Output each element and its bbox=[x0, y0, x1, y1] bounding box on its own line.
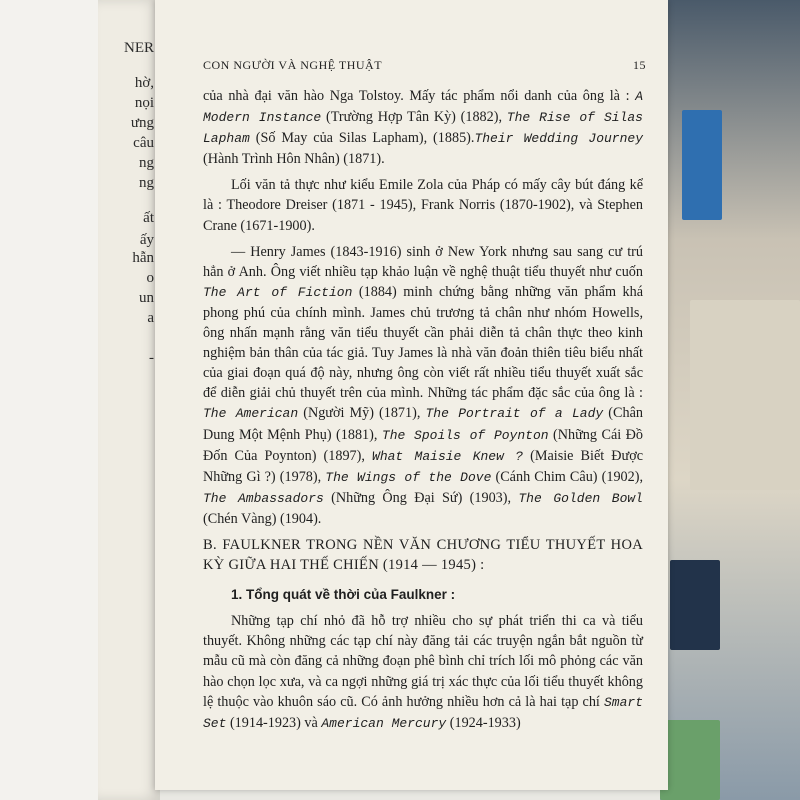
running-title: CON NGƯỜI VÀ NGHỆ THUẬT bbox=[203, 58, 383, 72]
text-run: Những tạp chí nhỏ đã hỗ trợ nhiều cho sự phát triển thi ca và tiểu thuyết. Không những các tạp chí này đăng tải các truyện ngắn bắt nguồn từ mẫu cũ mà còn đăng cả những đoạn phê bình chỉ trích lối mô phỏng các văn hào chọn lọc xưa, và ca ngợi những giá trị xác thực của lối tiểu thuyết không lệ thuộc vào khuôn sáo cũ. Có ảnh hưởng nhiều hơn cả là hai tạp chí bbox=[203, 613, 643, 710]
book-title: The American bbox=[203, 406, 299, 422]
page-header bbox=[203, 58, 646, 73]
left-fragment: ất bbox=[143, 210, 154, 226]
left-fragment: un bbox=[139, 290, 154, 306]
text-run: (1914-1923) và bbox=[226, 714, 322, 731]
background-books bbox=[660, 0, 800, 800]
left-fragment: o bbox=[146, 270, 154, 286]
text-run: (Người Mỹ) (1871), bbox=[298, 405, 426, 422]
book-title: The Portrait of a Lady bbox=[425, 406, 604, 422]
left-fragment: ưng bbox=[130, 115, 154, 131]
paragraph bbox=[203, 611, 643, 734]
paragraph bbox=[203, 242, 643, 529]
text-run: (1884) minh chứng bằng những văn phẩm khá phong phú của chính mình. James chủ trương tả chân như nhóm Howells, ông nhấn mạnh rằng văn tiểu thuyết cần phải diễn tả chân thực theo kinh nghiệm bản thân của tác giả. Tuy James là nhà văn đoản thiên tiêu biểu nhất của giai đoạn quá độ này, nhưng ông còn viết rất nhiều tiểu thuyết xuất sắc để diễn giải chủ thuyết trên của mình. Những tác phẩm đặc sắc của ông là : bbox=[203, 283, 643, 402]
left-fragment: ấy bbox=[139, 232, 154, 248]
book-title: Their Wedding Journey bbox=[474, 131, 644, 147]
paragraph bbox=[203, 175, 643, 235]
section-heading-b: B. FAULKNER TRONG NỀN VĂN CHƯƠNG TIỂU THUYẾT HOA KỲ GIỮA HAI THẾ CHIẾN (1914 — 1945) : bbox=[203, 536, 643, 574]
page-body bbox=[203, 86, 643, 734]
book-title: A Modern Instance bbox=[203, 89, 643, 126]
book-spine-dark bbox=[690, 300, 800, 490]
left-fragment: nọi bbox=[134, 95, 154, 111]
left-fragment: câu bbox=[133, 135, 154, 151]
book-page bbox=[155, 0, 668, 790]
left-fragment: a bbox=[147, 310, 154, 326]
left-fragment: - bbox=[149, 350, 154, 366]
left-fragment: hờ, bbox=[134, 75, 154, 91]
book-title: The Wings of the Dove bbox=[325, 469, 492, 485]
text-run: Lối văn tả thực như kiểu Emile Zola của Pháp có mấy cây bút đáng kể là : Theodore Dreiser (1871 - 1945), Frank Norris (1870-1902), và Stephen Crane (1671-1900). bbox=[203, 177, 643, 234]
book-spine-green bbox=[660, 720, 720, 800]
text-run: (Chén Vàng) (1904). bbox=[203, 510, 322, 527]
left-fragment: ng bbox=[139, 155, 154, 171]
text-run: — Henry James (1843-1916) sinh ở New York nhưng sau sang cư trú hẳn ở Anh. Ông viết nhiều tạp khảo luận về nghệ thuật tiểu thuyết như cuốn bbox=[203, 243, 643, 280]
book-title: The Rise of Silas Lapham bbox=[203, 110, 643, 147]
book-title: The Golden Bowl bbox=[518, 490, 643, 506]
text-run: của nhà đại văn hào Nga Tolstoy. Mấy tác phẩm nổi danh của ông là : bbox=[203, 88, 636, 104]
book-spine-blue bbox=[682, 110, 722, 220]
left-fragment: ng bbox=[139, 175, 154, 191]
book-spine-navy bbox=[670, 560, 720, 650]
text-run: (Trường Hợp Tân Kỳ) (1882), bbox=[321, 109, 507, 126]
text-run: (Chân Dung Một Mệnh Phụ) (1881), bbox=[203, 405, 643, 443]
book-title: The Spoils of Poynton bbox=[381, 427, 549, 443]
page-number: 15 bbox=[633, 58, 646, 72]
text-run: (Hành Trình Hôn Nhân) (1871). bbox=[203, 151, 385, 168]
text-run: (1924-1933) bbox=[446, 714, 521, 731]
background-left bbox=[0, 0, 98, 800]
text-run: (Những Ông Đại Sứ) (1903), bbox=[323, 489, 519, 506]
book-title: The Ambassadors bbox=[203, 490, 324, 506]
magazine-title: American Mercury bbox=[321, 715, 447, 731]
text-run: (Maisie Biết Được Những Gì ?) (1978), bbox=[203, 447, 644, 485]
text-run: (Cánh Chim Câu) (1902), bbox=[491, 468, 643, 485]
subsection-heading: 1. Tổng quát về thời của Faulkner : bbox=[231, 587, 456, 603]
left-fragment: hẫn bbox=[132, 250, 154, 266]
book-title: What Maisie Knew ? bbox=[372, 448, 524, 464]
book-title: The Art of Fiction bbox=[203, 284, 353, 300]
left-page bbox=[98, 0, 160, 800]
paragraph bbox=[203, 86, 643, 169]
text-run: (Số May của Silas Lapham), (1885). bbox=[249, 130, 475, 147]
text-run: (Những Cái Đồ Đốn Của Poynton) (1897), bbox=[203, 426, 644, 464]
left-fragment: NER bbox=[124, 40, 154, 56]
magazine-title: Smart Set bbox=[203, 694, 643, 731]
